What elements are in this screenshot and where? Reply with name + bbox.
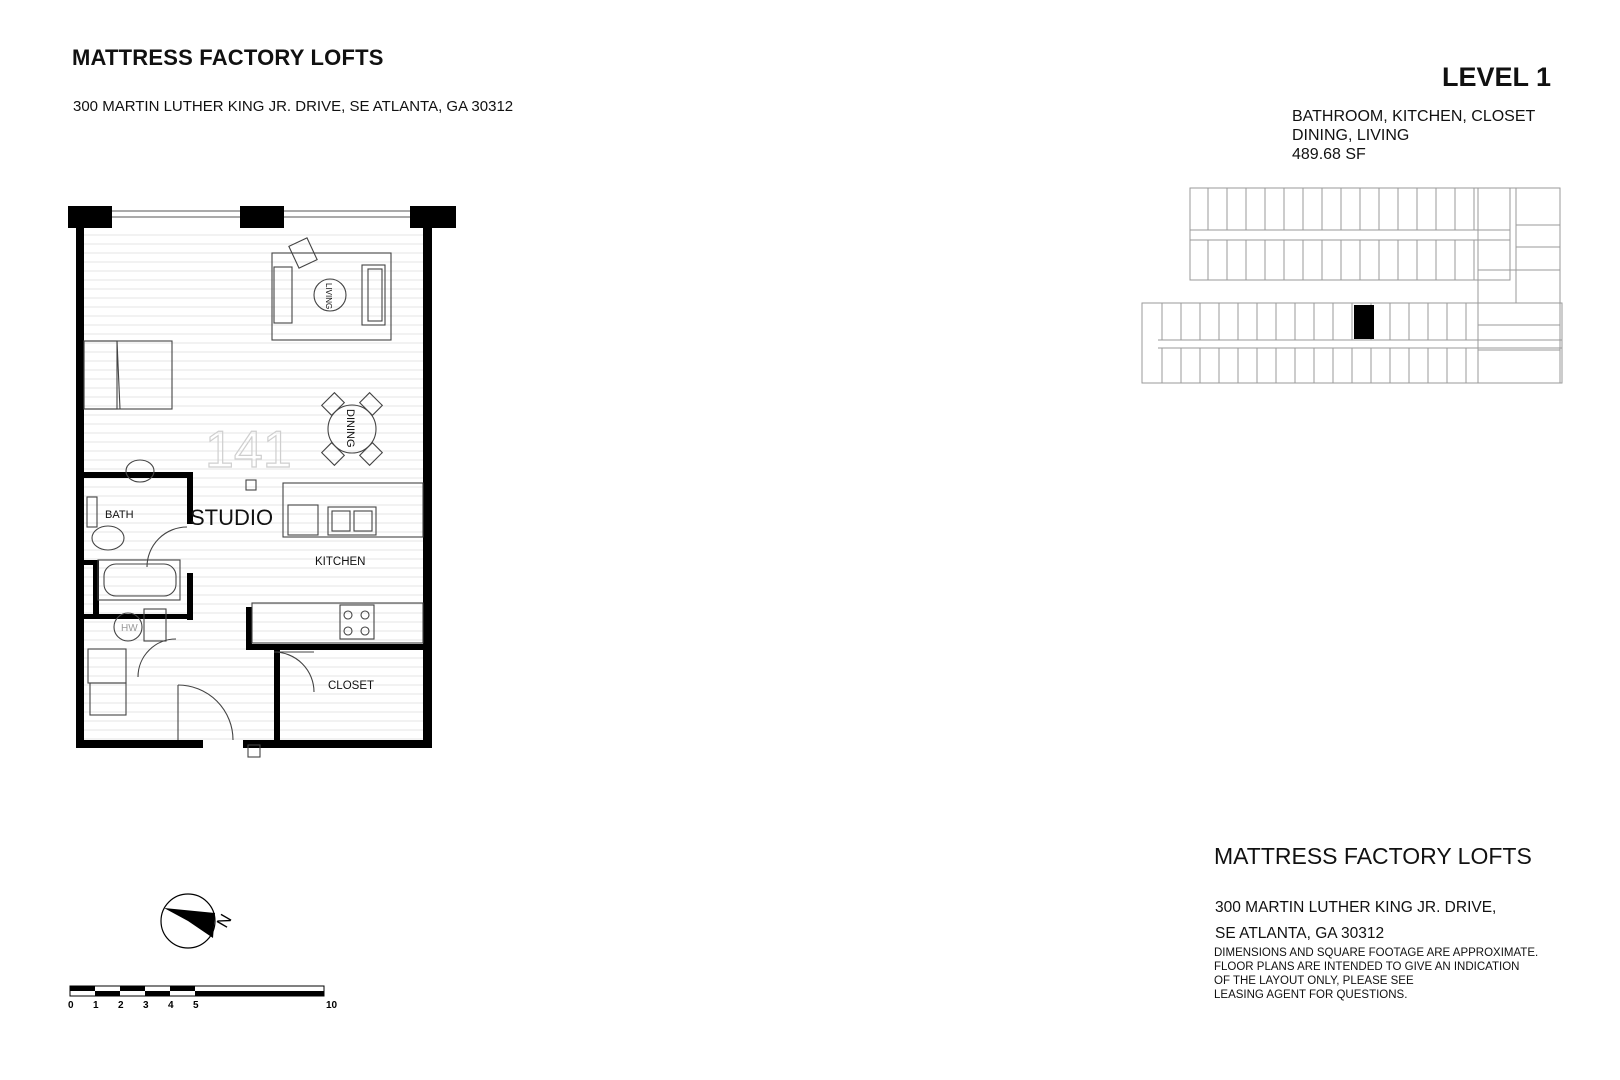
disclaimer <box>1214 946 1538 1002</box>
room-list-line-1: BATHROOM, KITCHEN, CLOSET <box>1292 108 1536 125</box>
level-title: LEVEL 1 <box>1442 62 1552 92</box>
label-bath: BATH <box>105 509 134 521</box>
project-address: 300 MARTIN LUTHER KING JR. DRIVE, SE ATLANTA, GA 30312 <box>73 98 514 115</box>
disclaimer-line: OF THE LAYOUT ONLY, PLEASE SEE <box>1214 975 1414 987</box>
scale-tick-1: 1 <box>93 1000 99 1011</box>
label-dining: DINING <box>344 409 356 448</box>
key-plan <box>1138 185 1568 390</box>
label-closet: CLOSET <box>328 680 375 692</box>
north-arrow <box>160 893 250 963</box>
label-kitchen: KITCHEN <box>315 556 366 568</box>
unit-number: 141 <box>205 421 292 479</box>
disclaimer-line: LEASING AGENT FOR QUESTIONS. <box>1214 989 1408 1001</box>
scale-tick-10: 10 <box>326 1000 338 1011</box>
key-plan-unit-highlight <box>1354 305 1374 339</box>
disclaimer-line: FLOOR PLANS ARE INTENDED TO GIVE AN INDICATION <box>1214 961 1520 973</box>
scale-tick-5: 5 <box>193 1000 199 1011</box>
unit-area: 489.68 SF <box>1292 146 1366 163</box>
floor-plan <box>60 205 470 795</box>
scale-tick-3: 3 <box>143 1000 149 1011</box>
scale-tick-4: 4 <box>168 1000 174 1011</box>
footer-title: MATTRESS FACTORY LOFTS <box>1214 843 1532 869</box>
scale-tick-0: 0 <box>68 1000 74 1011</box>
label-studio: STUDIO <box>190 505 274 530</box>
label-living: LIVING <box>324 283 333 310</box>
footer-address-line-2: SE ATLANTA, GA 30312 <box>1215 925 1385 942</box>
column-left <box>68 206 112 228</box>
wall-west <box>76 228 84 748</box>
key-plan-upper-wing <box>1190 188 1510 280</box>
column-right <box>410 206 456 228</box>
scale-tick-2: 2 <box>118 1000 124 1011</box>
room-list-line-2: DINING, LIVING <box>1292 127 1410 144</box>
north-arrow-letter: N <box>213 910 236 931</box>
label-water-heater: HW <box>121 623 138 634</box>
disclaimer-line: DIMENSIONS AND SQUARE FOOTAGE ARE APPROXIMATE. <box>1214 947 1539 959</box>
project-title: MATTRESS FACTORY LOFTS <box>72 45 384 70</box>
footer-address-line-1: 300 MARTIN LUTHER KING JR. DRIVE, <box>1215 899 1497 916</box>
scale-bar <box>68 984 348 1014</box>
north-arrow-pointer <box>164 908 215 938</box>
wall-east <box>423 228 432 748</box>
column-center <box>240 206 284 228</box>
room-list <box>1292 107 1535 164</box>
